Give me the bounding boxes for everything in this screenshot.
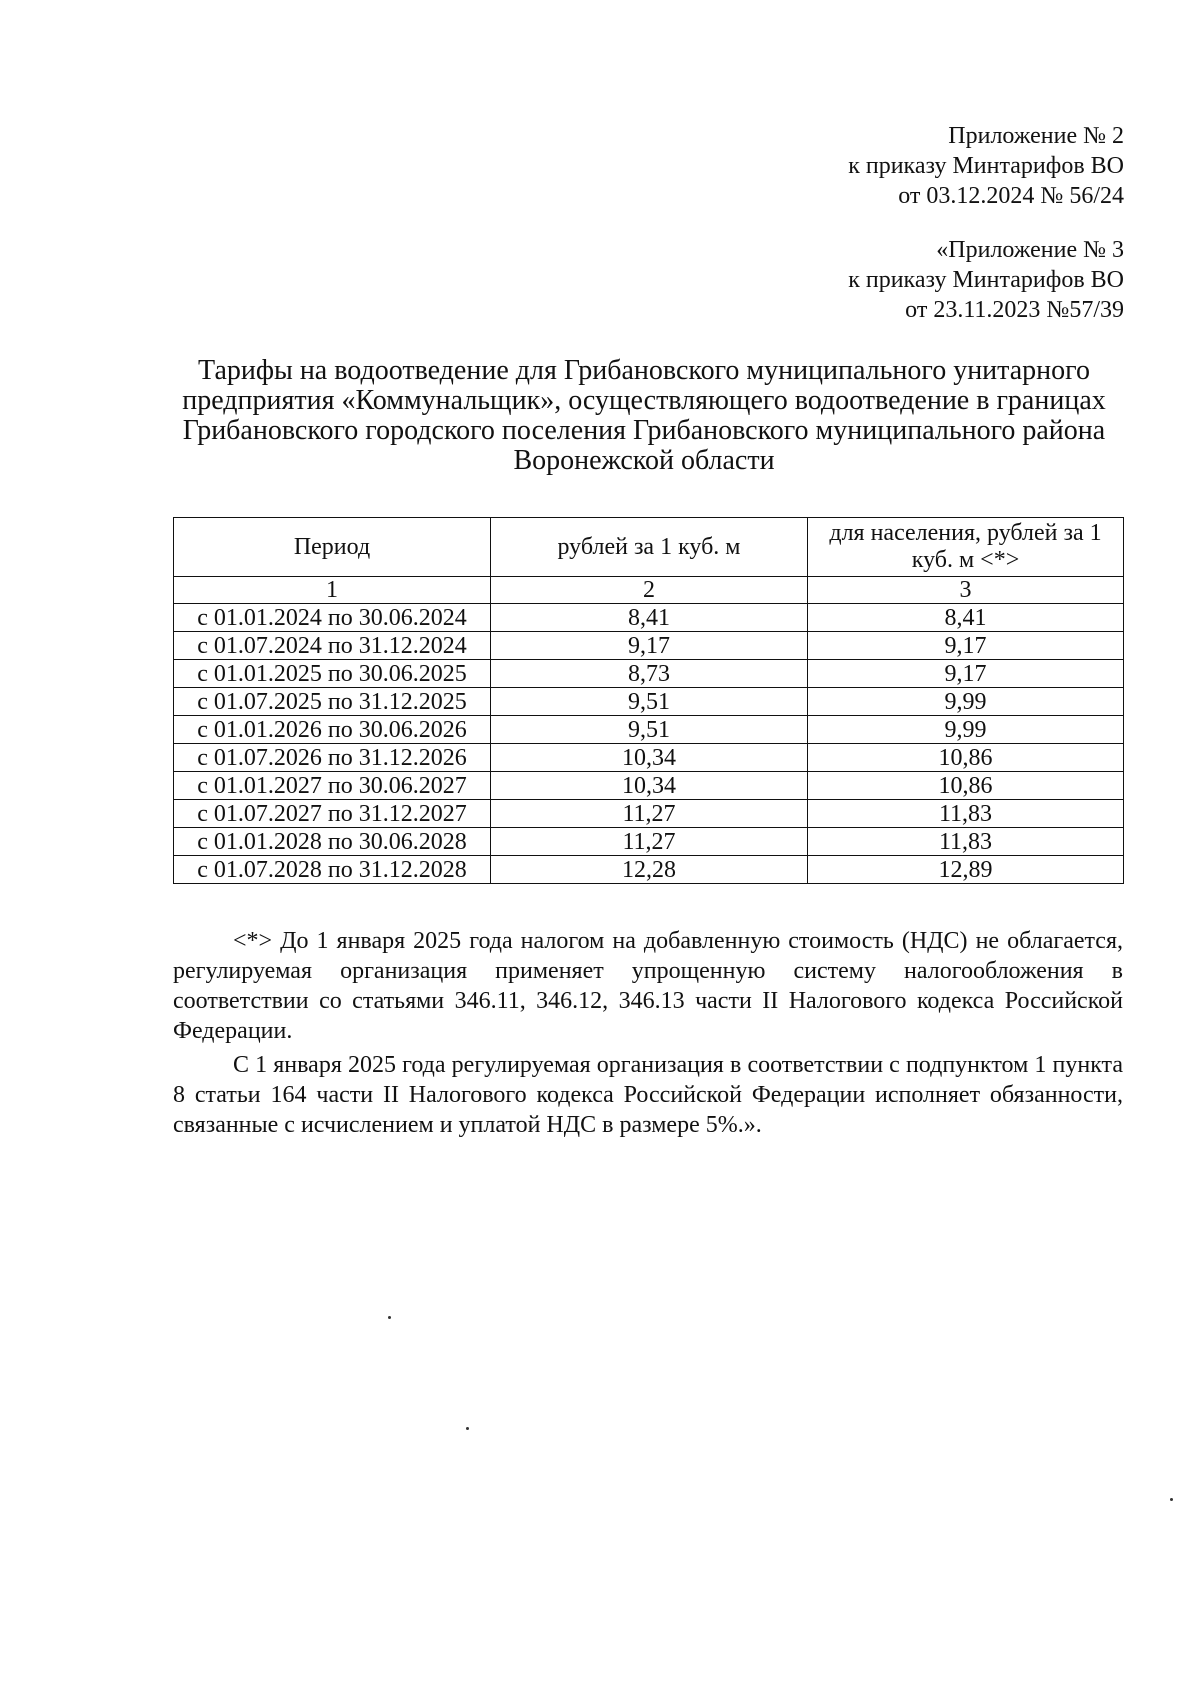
period-cell: с 01.07.2025 по 31.12.2025 xyxy=(174,688,491,716)
tariff-cell: 10,34 xyxy=(491,772,808,800)
table-row xyxy=(174,660,1124,688)
population-tariff-cell: 11,83 xyxy=(808,828,1124,856)
table-header-row xyxy=(174,518,1124,577)
title-line: Воронежской области xyxy=(513,445,775,476)
period-cell: с 01.01.2025 по 30.06.2025 xyxy=(174,660,491,688)
table-row xyxy=(174,632,1124,660)
title-line: Тарифы на водоотведение для Грибановского муниципального унитарного xyxy=(198,355,1090,386)
population-tariff-cell: 9,17 xyxy=(808,632,1124,660)
tariff-cell: 10,34 xyxy=(491,744,808,772)
header-rubles-per-m3: рублей за 1 куб. м xyxy=(491,518,808,577)
population-tariff-cell: 9,99 xyxy=(808,716,1124,744)
table-row xyxy=(174,828,1124,856)
period-cell: с 01.01.2027 по 30.06.2027 xyxy=(174,772,491,800)
appendix-number: Приложение № 2 xyxy=(948,123,1124,149)
appendix-reference-current xyxy=(624,121,1124,211)
table-row xyxy=(174,744,1124,772)
header-population-rubles-per-m3: для населения, рублей за 1 куб. м <*> xyxy=(808,518,1124,577)
document-title xyxy=(160,356,1128,476)
period-cell: с 01.01.2026 по 30.06.2026 xyxy=(174,716,491,744)
period-cell: с 01.07.2024 по 31.12.2024 xyxy=(174,632,491,660)
period-cell: с 01.01.2028 по 30.06.2028 xyxy=(174,828,491,856)
period-cell: с 01.07.2026 по 31.12.2026 xyxy=(174,744,491,772)
appendix-order-date: от 23.11.2023 №57/39 xyxy=(905,297,1124,323)
population-tariff-cell: 12,89 xyxy=(808,856,1124,884)
tariff-cell: 11,27 xyxy=(491,828,808,856)
appendix-reference-amended xyxy=(624,235,1124,325)
appendix-order-date: от 03.12.2024 № 56/24 xyxy=(898,183,1124,209)
column-number: 3 xyxy=(808,577,1124,604)
period-cell: с 01.01.2024 по 30.06.2024 xyxy=(174,604,491,632)
table-row xyxy=(174,800,1124,828)
population-tariff-cell: 10,86 xyxy=(808,744,1124,772)
tariff-cell: 11,27 xyxy=(491,800,808,828)
population-tariff-cell: 11,83 xyxy=(808,800,1124,828)
scan-speck xyxy=(466,1427,469,1430)
tariff-cell: 8,73 xyxy=(491,660,808,688)
column-number: 1 xyxy=(174,577,491,604)
table-row xyxy=(174,688,1124,716)
title-line: Грибановского городского поселения Грибановского муниципального района xyxy=(182,415,1106,446)
period-cell: с 01.07.2028 по 31.12.2028 xyxy=(174,856,491,884)
footnote-vat-from-2025: С 1 января 2025 года регулируемая организация в соответствии с подпунктом 1 пункта 8 статьи 164 части II Налогового кодекса Российской Федерации исполняет обязанности, связанные с исчислением и уплатой НДС в размере 5%.». xyxy=(173,1052,1123,1138)
table-row xyxy=(174,716,1124,744)
title-line: предприятия «Коммунальщик», осуществляющего водоотведение в границах xyxy=(182,385,1106,416)
appendix-order-ref: к приказу Минтарифов ВО xyxy=(848,267,1124,293)
population-tariff-cell: 8,41 xyxy=(808,604,1124,632)
population-tariff-cell: 9,99 xyxy=(808,688,1124,716)
scan-speck xyxy=(1170,1498,1173,1501)
tariff-cell: 12,28 xyxy=(491,856,808,884)
table-row xyxy=(174,604,1124,632)
header-period: Период xyxy=(174,518,491,577)
table-row xyxy=(174,772,1124,800)
appendix-order-ref: к приказу Минтарифов ВО xyxy=(848,153,1124,179)
appendix-number: «Приложение № 3 xyxy=(936,237,1124,263)
tariff-cell: 9,17 xyxy=(491,632,808,660)
footnotes xyxy=(173,926,1123,1140)
scan-speck xyxy=(388,1316,391,1319)
period-cell: с 01.07.2027 по 31.12.2027 xyxy=(174,800,491,828)
column-number: 2 xyxy=(491,577,808,604)
tariff-cell: 9,51 xyxy=(491,716,808,744)
population-tariff-cell: 10,86 xyxy=(808,772,1124,800)
footnote-vat-before-2025: <*> До 1 января 2025 года налогом на добавленную стоимость (НДС) не облагается, регулируемая организация применяет упрощенную систему налогообложения в соответствии со статьями 346.11, 346.12, 346.13 части II Налогового кодекса Российской Федерации. xyxy=(173,928,1123,1044)
table-row xyxy=(174,856,1124,884)
tariff-cell: 8,41 xyxy=(491,604,808,632)
population-tariff-cell: 9,17 xyxy=(808,660,1124,688)
tariff-table xyxy=(173,517,1124,884)
column-number-row xyxy=(174,577,1124,604)
tariff-cell: 9,51 xyxy=(491,688,808,716)
